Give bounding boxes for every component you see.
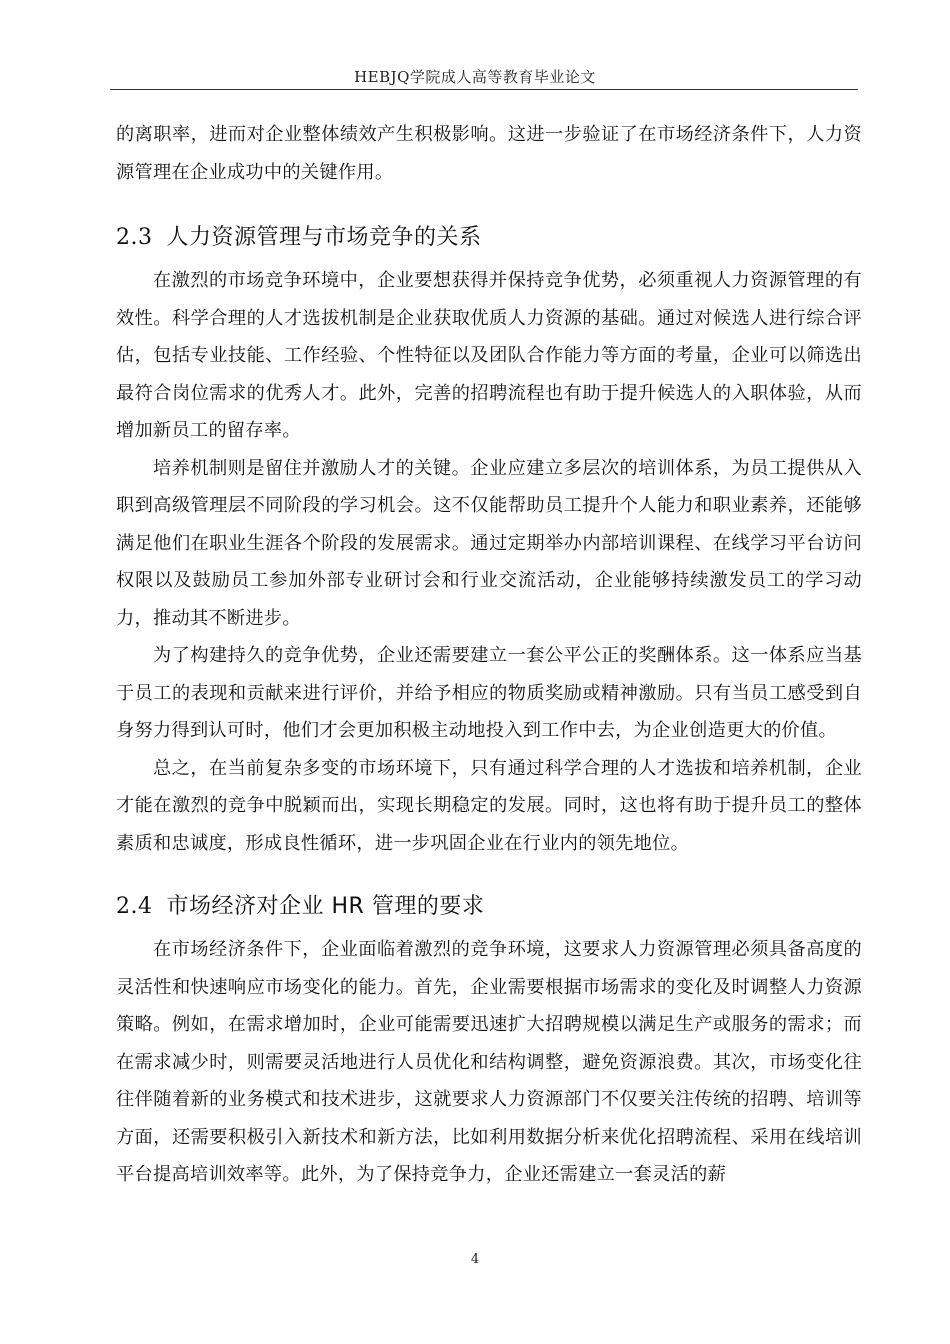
section-title: 市场经济对企业 HR 管理的要求 [166,894,485,919]
section-heading-2-3 [116,223,862,253]
section-title: 人力资源管理与市场竞争的关系 [166,225,482,250]
intro-paragraph: 的离职率，进而对企业整体绩效产生积极影响。这进一步验证了在市场经济条件下，人力资源管理在企业成功中的关键作用。 [116,124,862,183]
page-header: HEBJQ学院成人高等教育毕业论文 [354,68,596,86]
section-number: 2.3 [116,225,153,250]
paragraph: 在市场经济条件下，企业面临着激烈的竞争环境，这要求人力资源管理必须具备高度的灵活性和快速响应市场变化的能力。首先，企业需要根据市场需求的变化及时调整人力资源策略。例如，在需求增加时，企业可能需要迅速扩大招聘规模以满足生产或服务的需求；而在需求减少时，则需要灵活地进行人员优化和结构调整，避免资源浪费。其次，市场变化往往伴随着新的业务模式和技术进步，这就要求人力资源部门不仅要关注传统的招聘、培训等方面，还需要积极引入新技术和新方法，比如利用数据分析来优化招聘流程、采用在线培训平台提高培训效率等。此外，为了保持竞争力，企业还需建立一套灵活的薪 [116,939,862,1185]
paragraph: 培养机制则是留住并激励人才的关键。企业应建立多层次的培训体系，为员工提供从入职到高级管理层不同阶段的学习机会。这不仅能帮助员工提升个人能力和职业素养，还能够满足他们在职业生涯各个阶段的发展需求。通过定期举办内部培训课程、在线学习平台访问权限以及鼓励员工参加外部专业研讨会和行业交流活动，企业能够持续激发员工的学习动力，推动其不断进步。 [116,457,862,629]
paragraph: 为了构建持久的竞争优势，企业还需要建立一套公平公正的奖酬体系。这一体系应当基于员工的表现和贡献来进行评价，并给予相应的物质奖励或精神激励。只有当员工感受到自身努力得到认可时，他们才会更加积极主动地投入到工作中去，为企业创造更大的价值。 [116,645,862,741]
paragraph: 总之，在当前复杂多变的市场环境下，只有通过科学合理的人才选拔和培养机制，企业才能在激烈的竞争中脱颖而出，实现长期稳定的发展。同时，这也将有助于提升员工的整体素质和忠诚度，形成良性循环，进一步巩固企业在行业内的领先地位。 [116,757,862,854]
header-divider [110,89,858,90]
section-heading-2-4 [116,892,862,922]
page-number: 4 [470,1252,480,1267]
paragraph: 在激烈的市场竞争环境中，企业要想获得并保持竞争优势，必须重视人力资源管理的有效性。科学合理的人才选拔机制是企业获取优质人力资源的基础。通过对候选人进行综合评估，包括专业技能、工作经验、个性特征以及团队合作能力等方面的考量，企业可以筛选出最符合岗位需求的优秀人才。此外，完善的招聘流程也有助于提升候选人的入职体验，从而增加新员工的留存率。 [116,270,862,441]
section-number: 2.4 [116,894,153,919]
document-body [116,116,862,1194]
